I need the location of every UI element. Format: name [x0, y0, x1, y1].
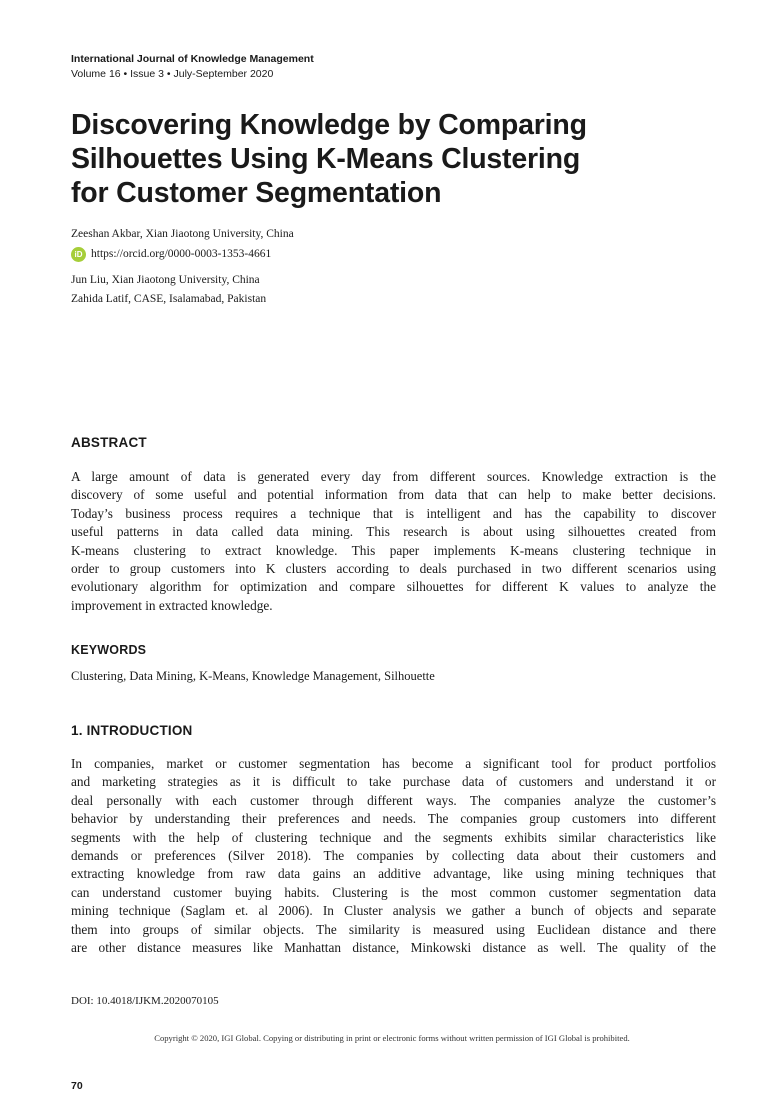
introduction-line: are other distance measures like Manhattan distance, Minkowski distance as well. The quality of the [71, 940, 716, 956]
introduction-line: mining technique (Saglam et. al 2006). In Cluster analysis we gather a bunch of objects and separate [71, 903, 716, 919]
abstract-line: useful patterns in data called data mining. This research is about using silhouettes created from [71, 524, 716, 540]
introduction-line: segments with the help of clustering technique and the segments exhibits similar characteristics like [71, 829, 716, 845]
page-number: 70 [71, 1080, 83, 1092]
journal-header [71, 52, 314, 82]
introduction-line: In companies, market or customer segmentation has become a significant tool for product portfolios [71, 756, 716, 771]
keywords-heading: KEYWORDS [71, 643, 147, 657]
abstract-line: Today’s business process requires a technique that is intelligent and has the capability to discover [71, 505, 716, 521]
journal-name: International Journal of Knowledge Management [71, 53, 314, 65]
abstract-line: order to group customers into K clusters according to deals purchased in two different scenarios using [71, 561, 716, 577]
title-line: Silhouettes Using K-Means Clustering [71, 143, 581, 175]
introduction-heading: 1. INTRODUCTION [71, 723, 193, 738]
copyright-notice: Copyright © 2020, IGI Global. Copying or distributing in print or electronic forms without written permission of IGI Global is prohibited. [154, 1033, 630, 1043]
introduction-line: them into groups of similar objects. The similarity is measured using Euclidean distance and there [71, 921, 716, 937]
doi: DOI: 10.4018/IJKM.2020070105 [71, 995, 219, 1007]
author-second: Jun Liu, Xian Jiaotong University, China [71, 274, 260, 286]
introduction-line: demands or preferences (Silver 2018). The companies by collecting data about their customers and [71, 848, 716, 864]
author-first: Zeeshan Akbar, Xian Jiaotong University, China [71, 228, 294, 240]
abstract-line: improvement in extracted knowledge. [71, 597, 273, 613]
journal-volume-line: Volume 16 • Issue 3 • July-September 2020 [71, 68, 274, 80]
author-third: Zahida Latif, CASE, Isalamabad, Pakistan [71, 293, 267, 305]
introduction-line: can understand customer buying habits. Clustering is the most common customer segmentation data [71, 884, 716, 900]
keywords-text [71, 667, 716, 685]
keywords-line: Clustering, Data Mining, K-Means, Knowledge Management, Silhouette [71, 669, 435, 683]
author-block [71, 226, 294, 307]
abstract-line: evolutionary algorithm for optimization and compare silhouettes for different K values to analyze the [71, 579, 716, 595]
introduction-line: deal personally with each customer through different ways. The companies analyze the customer’s [71, 792, 716, 808]
orcid-link[interactable] [71, 246, 294, 262]
orcid-icon: iD [71, 247, 86, 262]
title-line: for Customer Segmentation [71, 177, 442, 209]
introduction-line: extracting knowledge from raw data gains an additive advantage, like using mining techniques that [71, 866, 716, 882]
orcid-url[interactable]: https://orcid.org/0000-0003-1353-4661 [91, 248, 272, 260]
abstract-line: discovery of some useful and potential information from data that can help to make better decisions. [71, 487, 716, 503]
abstract-heading: ABSTRACT [71, 435, 147, 450]
abstract-text [71, 468, 716, 615]
paper-title [71, 108, 711, 210]
title-line: Discovering Knowledge by Comparing [71, 109, 587, 141]
abstract-line: K-means clustering to extract knowledge. This paper implements K-means clustering technique in [71, 542, 716, 558]
introduction-line: and marketing strategies as it is difficult to take purchase data of customers and understand it or [71, 774, 716, 790]
introduction-text [71, 755, 716, 957]
abstract-line: A large amount of data is generated every day from different sources. Knowledge extraction is the [71, 469, 716, 484]
introduction-line: behavior by understanding their preferences and needs. The companies group customers into different [71, 811, 716, 827]
